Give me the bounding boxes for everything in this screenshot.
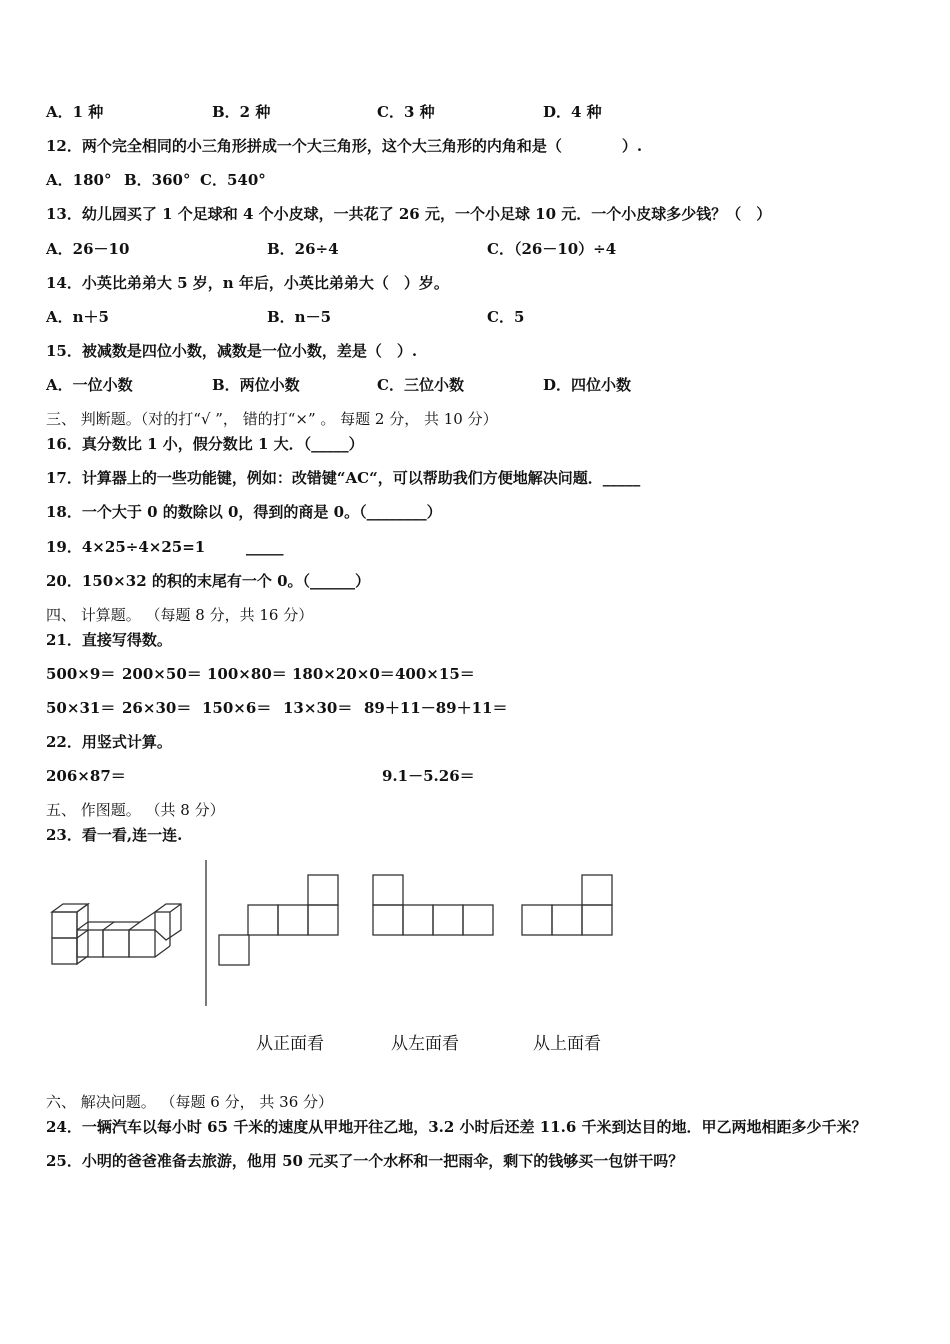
q21-item: 89＋11－89＋11＝ [364,699,508,717]
q21-item: 500×9＝ [46,665,116,683]
q15-option-d[interactable]: D．四位小数 [543,376,632,394]
q13-option-c[interactable]: C．（26－10）÷4 [487,240,617,258]
q15-option-a[interactable]: A．一位小数 [46,376,133,394]
caption-left-view: 从左面看 [391,1034,459,1054]
q20: 20．150×32 的积的末尾有一个 0。（______） [46,572,371,590]
view-option-3[interactable] [521,874,615,937]
view-option-2[interactable] [372,874,496,937]
q19-expression: 19．4×25÷4×25=1 [46,538,206,556]
section-3-heading: 三、 判断题。（对的打“√ ”， 错的打“×” 。 每题 2 分， 共 10 分） [46,410,498,428]
q18: 18．一个大于 0 的数除以 0，得到的商是 0。（________） [46,503,442,521]
q23-stem: 23．看一看,连一连. [46,826,183,844]
q21-stem: 21．直接写得数。 [46,631,172,649]
caption-front-view: 从正面看 [256,1034,324,1054]
q25: 25．小明的爸爸准备去旅游，他用 50 元买了一个水杯和一把雨伞，剩下的钱够买一包饼干吗？ [46,1152,684,1170]
q21-item: 400×15＝ [395,665,475,683]
caption-top-view: 从上面看 [533,1034,601,1054]
q12-option-c[interactable]: C．540° [200,171,266,189]
q11-option-d[interactable]: D．4 种 [543,103,602,121]
q15-stem: 15．被减数是四位小数，减数是一位小数，差是（ ）. [46,342,418,360]
q21-item: 100×80＝ [207,665,287,683]
q12-option-a[interactable]: A．180° [46,171,112,189]
q21-item: 200×50＝ [122,665,202,683]
q21-item: 180×20×0＝ [292,665,395,683]
q12-option-b[interactable]: B．360° [124,171,191,189]
q11-option-c[interactable]: C．3 种 [377,103,435,121]
q14-option-b[interactable]: B．n－5 [267,308,332,326]
q14-option-c[interactable]: C．5 [487,308,525,326]
view-option-1[interactable] [218,874,340,967]
q11-option-a[interactable]: A．1 种 [46,103,104,121]
q21-item: 150×6＝ [202,699,272,717]
q21-item: 13×30＝ [283,699,353,717]
q22-item: 206×87＝ [46,767,126,785]
q15-option-c[interactable]: C．三位小数 [377,376,464,394]
q19-answer-blank[interactable]: _____ [246,538,284,556]
q24: 24．一辆汽车以每小时 65 千米的速度从甲地开往乙地，3.2 小时后还差 11.6 千米到达目的地．甲乙两地相距多少千米？ [46,1118,867,1136]
q14-stem: 14．小英比弟弟大 5 岁，n 年后，小英比弟弟大（ ）岁。 [46,274,449,292]
section-4-heading: 四、 计算题。 （每题 8 分，共 16 分） [46,606,314,624]
q15-option-b[interactable]: B．两位小数 [212,376,300,394]
section-5-heading: 五、 作图题。 （共 8 分） [46,801,225,819]
q22-item: 9.1－5.26＝ [382,767,475,785]
q13-stem: 13．幼儿园买了 1 个足球和 4 个小皮球，一共花了 26 元，一个小足球 10 元．一个小皮球多少钱？（ ） [46,205,772,223]
q21-item: 26×30＝ [122,699,192,717]
q13-option-a[interactable]: A．26－10 [46,240,130,258]
q11-option-b[interactable]: B．2 种 [212,103,271,121]
q21-item: 50×31＝ [46,699,116,717]
q14-option-a[interactable]: A．n＋5 [46,308,109,326]
q13-option-b[interactable]: B．26÷4 [267,240,339,258]
cube-assembly-figure [44,900,189,972]
q16: 16．真分数比 1 小，假分数比 1 大．（_____） [46,435,364,453]
q17: 17．计算器上的一些功能键，例如：改错键“AC“，可以帮助我们方便地解决问题．_____ [46,469,641,487]
figure-divider [204,860,208,1006]
section-6-heading: 六、 解决问题。 （每题 6 分， 共 36 分） [46,1093,334,1111]
q12-stem: 12．两个完全相同的小三角形拼成一个大三角形，这个大三角形的内角和是（ ）. [46,137,643,155]
q22-stem: 22．用竖式计算。 [46,733,172,751]
